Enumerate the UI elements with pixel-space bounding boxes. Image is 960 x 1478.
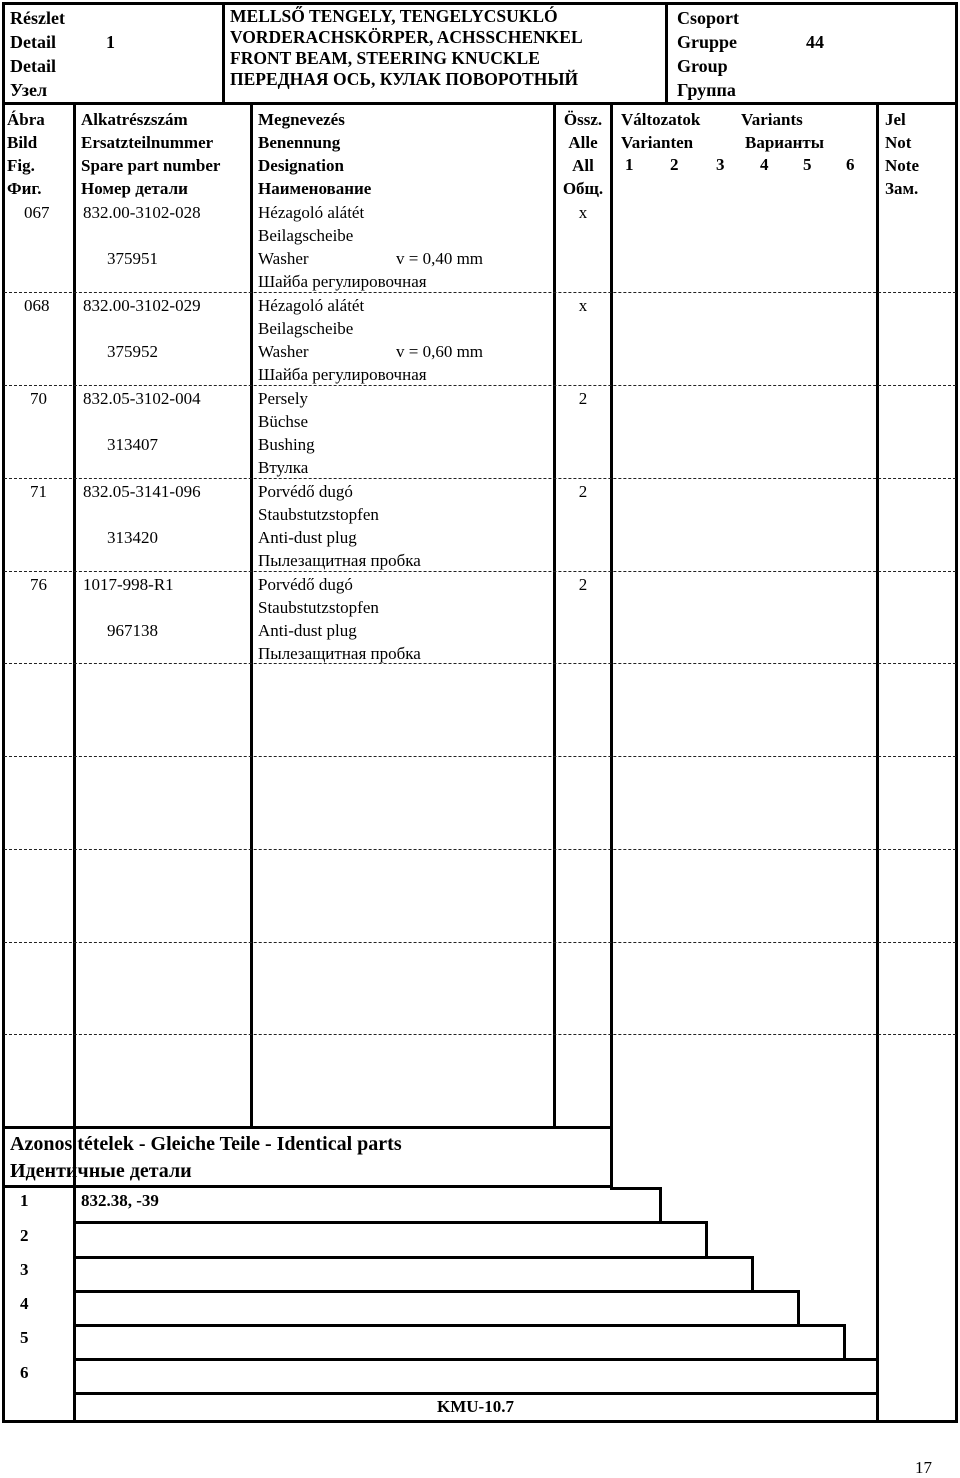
variant-number: 3 — [716, 155, 725, 174]
row-fig: 068 — [24, 296, 50, 315]
frame-top — [2, 2, 958, 5]
stair-3-v — [751, 1256, 754, 1292]
identical-box-top — [2, 1126, 613, 1129]
page-title — [230, 6, 583, 90]
page-number: 17 — [915, 1458, 932, 1477]
row-name-en: Washer — [258, 342, 309, 361]
row-name-en: Anti-dust plug — [258, 621, 357, 640]
col-header-qty: Össz. Alle All Общ. — [562, 110, 604, 198]
row-name-ru: Шайба регулировочная — [258, 272, 427, 291]
frame-bottom — [2, 1420, 958, 1423]
stair-5-v — [843, 1324, 846, 1360]
title-de: VORDERACHSKÖRPER, ACHSSCHENKEL — [230, 27, 583, 47]
stair-2 — [73, 1221, 662, 1224]
row-name-de: Staubstutzstopfen — [258, 505, 379, 524]
identical-item-value: 832.38, -39 — [81, 1191, 159, 1210]
stair-3 — [73, 1256, 708, 1259]
row-name-de: Staubstutzstopfen — [258, 598, 379, 617]
row-name-en: Bushing — [258, 435, 315, 454]
row-alt-number: 375952 — [107, 342, 158, 361]
identical-item-num: 4 — [20, 1294, 29, 1313]
stair-2b — [659, 1221, 705, 1224]
row-name-en: Washer — [258, 249, 309, 268]
row-name-ru: Втулка — [258, 458, 309, 477]
title-hu: MELLSŐ TENGELY, TENGELYCSUKLÓ — [230, 6, 558, 26]
row-part-number: 1017-998-R1 — [83, 575, 174, 594]
row-separator — [4, 756, 956, 757]
header-sep-detail — [222, 2, 225, 102]
stair-7 — [73, 1392, 879, 1395]
stair-4b — [751, 1290, 797, 1293]
table-row — [0, 201, 960, 293]
header-divider — [2, 102, 958, 105]
identical-item-num: 6 — [20, 1363, 29, 1382]
group-label-de: Gruppe — [677, 32, 738, 52]
detail-label-hu: Részlet — [10, 8, 65, 28]
stair-6b — [843, 1358, 879, 1361]
stair-1 — [610, 1187, 662, 1190]
row-separator — [4, 1034, 956, 1035]
row-part-number: 832.00-3102-029 — [83, 296, 201, 315]
identical-item-num: 1 — [20, 1191, 29, 1210]
row-part-number: 832.05-3141-096 — [83, 482, 201, 501]
title-en: FRONT BEAM, STEERING KNUCKLE — [230, 48, 540, 68]
detail-value: 1 — [106, 32, 115, 52]
variant-number: 2 — [670, 155, 679, 174]
stair-4-v — [797, 1290, 800, 1326]
row-name-ru: Шайба регулировочная — [258, 365, 427, 384]
col-header-designation: Megnevezés Benennung Designation Наименование — [258, 110, 372, 198]
stair-3b — [705, 1256, 751, 1259]
col-header-part-number: Alkatrészszám Ersatzteilnummer Spare part number Номер детали — [81, 110, 221, 198]
stair-6 — [73, 1358, 846, 1361]
col-header-note: Jel Not Note Зам. — [885, 110, 919, 198]
row-fig: 067 — [24, 203, 50, 222]
stair-1-v — [659, 1187, 662, 1221]
row-alt-number: 375951 — [107, 249, 158, 268]
row-name-de: Büchse — [258, 412, 309, 431]
row-spec: v = 0,40 mm — [396, 249, 484, 268]
identical-item-num: 3 — [20, 1260, 29, 1279]
identical-parts-title-ru: Идентичные детали — [10, 1160, 192, 1182]
table-row — [0, 573, 960, 665]
title-ru: ПЕРЕДНАЯ ОСЬ, КУЛАК ПОВОРОТНЫЙ — [230, 69, 579, 89]
row-name-de: Beilagscheibe — [258, 319, 354, 338]
row-fig: 71 — [30, 482, 47, 501]
group-label-ru: Группа — [677, 80, 736, 100]
row-name-de: Beilagscheibe — [258, 226, 354, 245]
identical-box-bottom — [2, 1185, 613, 1188]
row-name-hu: Porvédő dugó — [258, 482, 353, 501]
detail-label-en: Detail — [10, 56, 56, 76]
table-row — [0, 294, 960, 386]
group-labels — [677, 6, 739, 102]
variants-label-ru: Варианты — [745, 133, 825, 152]
stair-4 — [73, 1290, 754, 1293]
detail-label-ru: Узел — [10, 80, 48, 100]
row-name-hu: Hézagoló alátét — [258, 296, 365, 315]
row-name-ru: Пылезащитная пробка — [258, 644, 421, 663]
group-value: 44 — [806, 32, 824, 52]
row-alt-number: 313420 — [107, 528, 158, 547]
row-name-hu: Hézagoló alátét — [258, 203, 365, 222]
row-name-ru: Пылезащитная пробка — [258, 551, 421, 570]
variants-label-de: Varianten — [621, 133, 694, 152]
table-row — [0, 387, 960, 479]
variant-number: 6 — [846, 155, 855, 174]
variant-number: 4 — [760, 155, 769, 174]
stair-2-v — [705, 1221, 708, 1258]
row-qty: x — [578, 203, 588, 222]
stair-5b — [797, 1324, 843, 1327]
header-sep-group — [665, 2, 668, 102]
footer-code: KMU-10.7 — [437, 1397, 514, 1416]
stair-5 — [73, 1324, 800, 1327]
variants-label-en: Variants — [741, 110, 803, 129]
row-qty: 2 — [578, 575, 588, 594]
row-separator — [4, 849, 956, 850]
row-name-hu: Porvédő dugó — [258, 575, 353, 594]
row-qty: 2 — [578, 389, 588, 408]
row-separator — [4, 942, 956, 943]
variants-label-hu: Változatok — [621, 110, 701, 129]
row-part-number: 832.00-3102-028 — [83, 203, 201, 222]
row-alt-number: 313407 — [107, 435, 158, 454]
identical-parts-title: Azonos tételek - Gleiche Teile - Identical parts — [10, 1133, 402, 1155]
group-label-en: Group — [677, 56, 728, 76]
identical-item-num: 2 — [20, 1226, 29, 1245]
row-qty: x — [578, 296, 588, 315]
row-fig: 76 — [30, 575, 47, 594]
row-name-en: Anti-dust plug — [258, 528, 357, 547]
detail-label-de: Detail — [10, 32, 56, 52]
group-label-hu: Csoport — [677, 8, 739, 28]
row-qty: 2 — [578, 482, 588, 501]
detail-labels — [10, 6, 65, 102]
table-row — [0, 480, 960, 572]
row-fig: 70 — [30, 389, 47, 408]
row-spec: v = 0,60 mm — [396, 342, 484, 361]
variant-number: 5 — [803, 155, 812, 174]
row-part-number: 832.05-3102-004 — [83, 389, 201, 408]
identical-item-num: 5 — [20, 1328, 29, 1347]
col-header-variants — [621, 108, 871, 154]
variant-number: 1 — [625, 155, 634, 174]
col-header-fig: Ábra Bild Fig. Фиг. — [7, 110, 45, 198]
row-alt-number: 967138 — [107, 621, 158, 640]
row-name-hu: Persely — [258, 389, 309, 408]
